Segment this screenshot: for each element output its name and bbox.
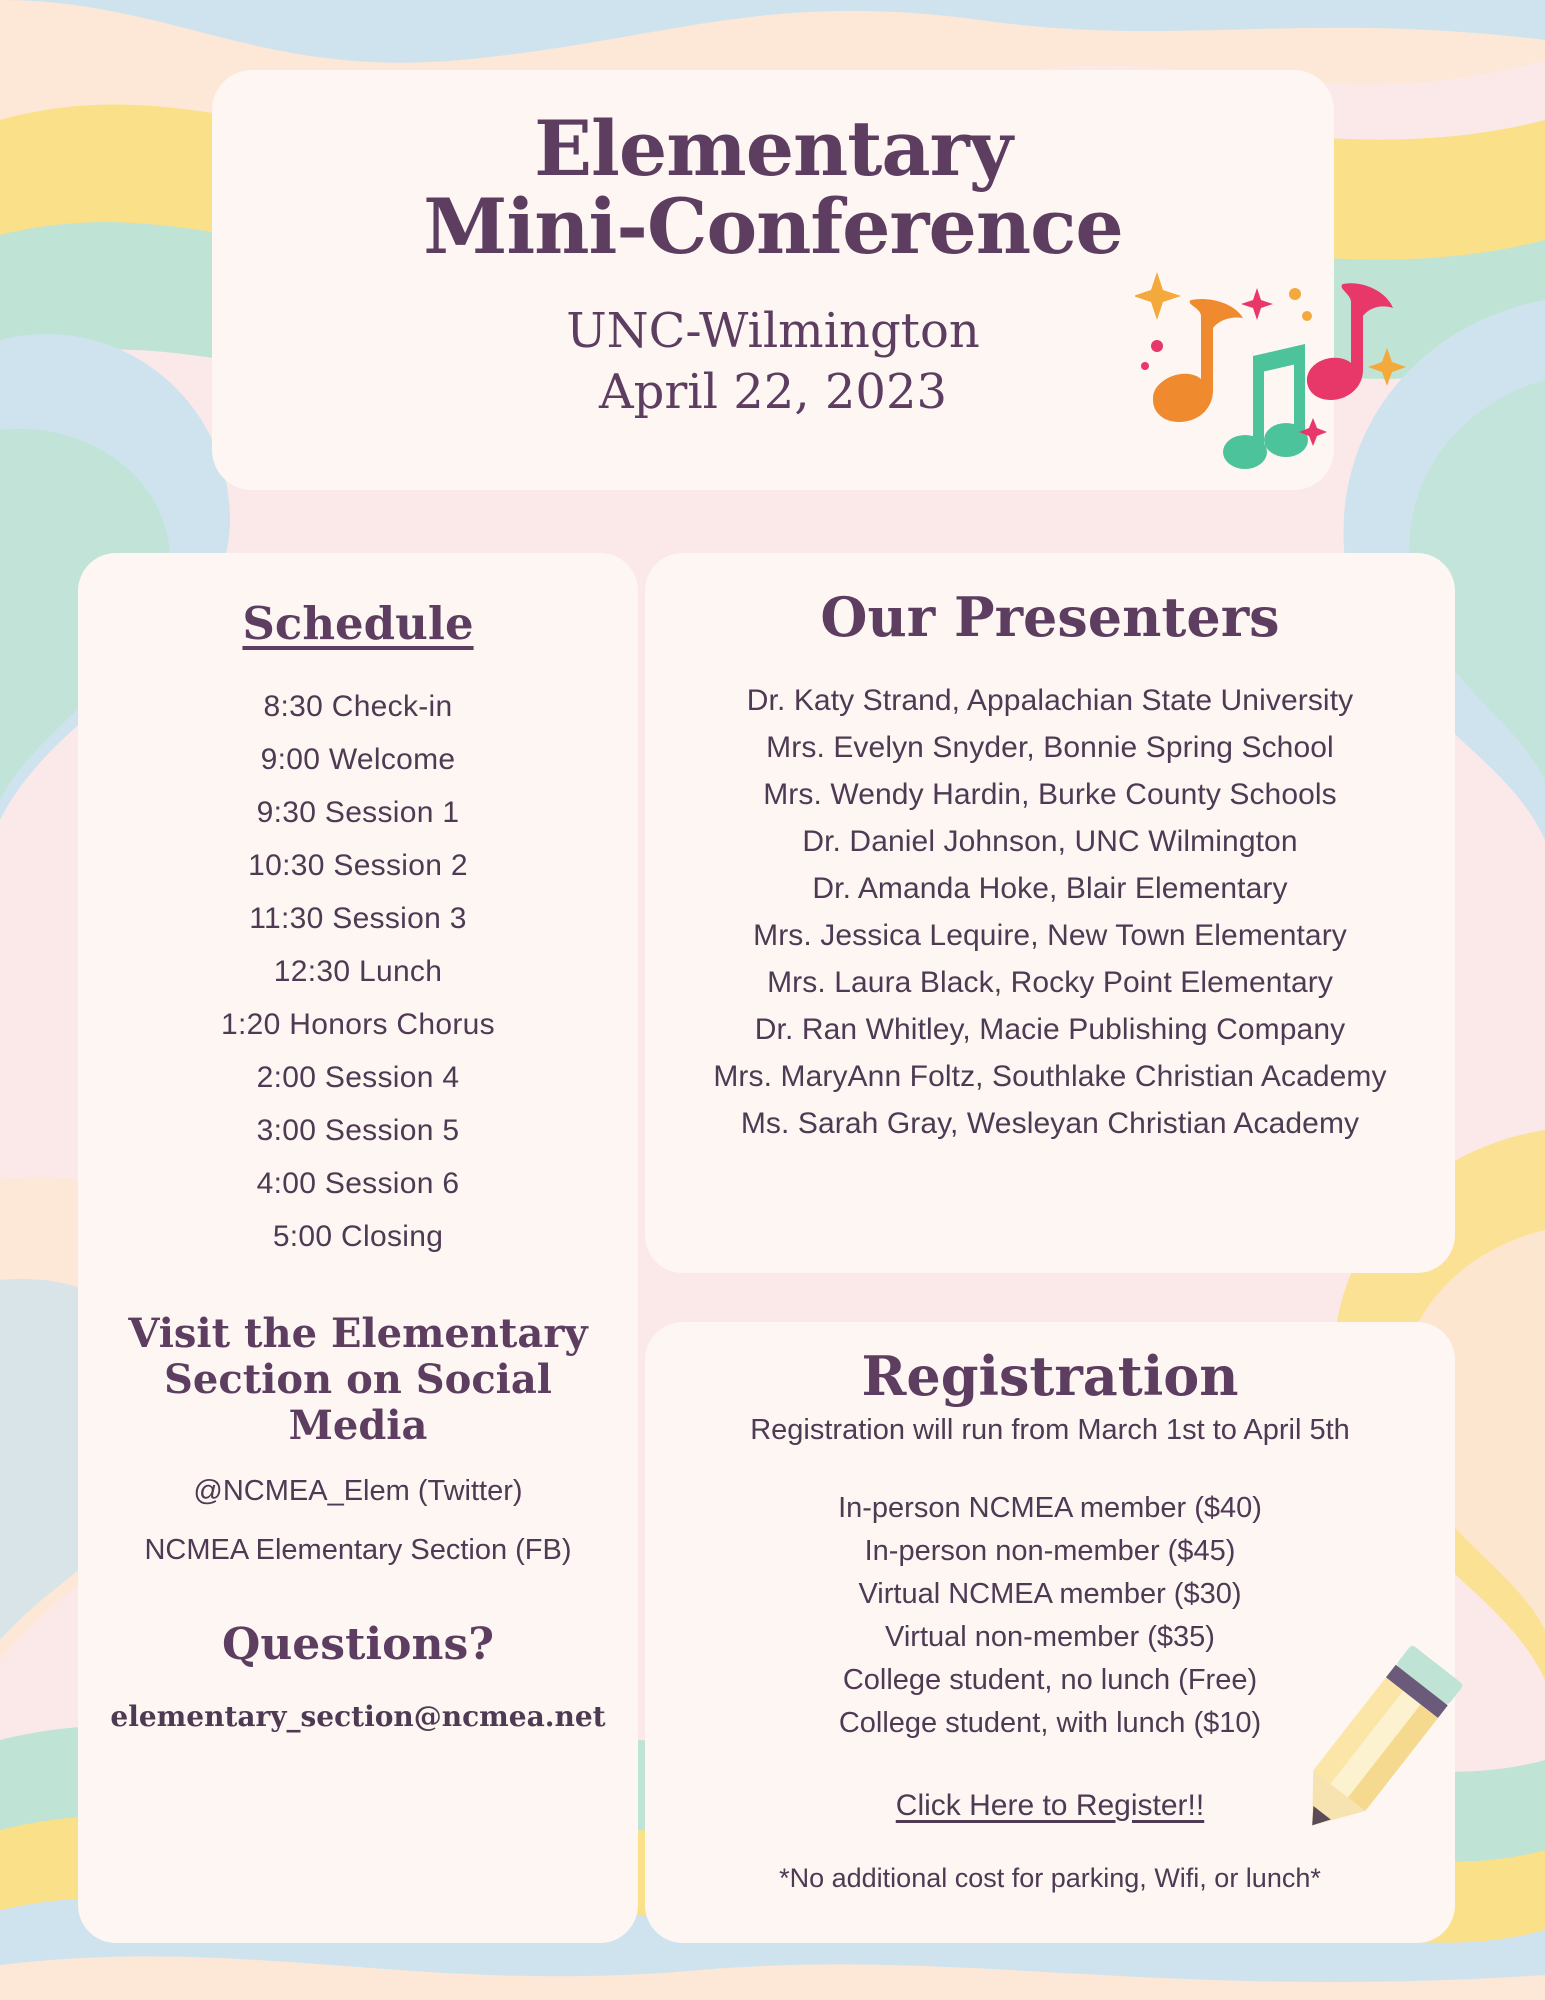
event-date: April 22, 2023 — [598, 364, 948, 421]
pencil-svg — [1280, 1635, 1470, 1855]
list-item: 12:30 Lunch — [273, 954, 443, 988]
list-item: Virtual NCMEA member ($30) — [858, 1578, 1242, 1610]
page-title-line1: Elementary — [534, 104, 1012, 193]
questions-heading: Questions? — [221, 1619, 494, 1670]
schedule-list — [78, 680, 638, 1263]
music-notes-svg — [1135, 270, 1415, 520]
list-item: Dr. Daniel Johnson, UNC Wilmington — [802, 824, 1298, 858]
list-item: 11:30 Session 3 — [249, 901, 467, 935]
dot-decor — [1141, 362, 1149, 370]
list-item: Mrs. MaryAnn Foltz, Southlake Christian Academy — [713, 1059, 1387, 1093]
event-location: UNC-Wilmington — [566, 303, 980, 360]
registration-note: *No additional cost for parking, Wifi, or lunch* — [779, 1863, 1321, 1893]
list-item: Dr. Amanda Hoke, Blair Elementary — [812, 871, 1288, 905]
registration-heading: Registration — [861, 1344, 1239, 1408]
list-item: In-person non-member ($45) — [864, 1535, 1236, 1567]
pencil-icon — [1280, 1635, 1470, 1855]
dot-decor — [1302, 311, 1312, 321]
social-twitter-handle: @NCMEA_Elem (Twitter) — [193, 1475, 523, 1507]
list-item: College student, no lunch (Free) — [842, 1664, 1258, 1696]
dot-decor — [1151, 340, 1163, 352]
list-item: 1:20 Honors Chorus — [221, 1007, 495, 1041]
presenters-list — [645, 677, 1455, 1147]
list-item: Mrs. Evelyn Snyder, Bonnie Spring School — [766, 730, 1334, 764]
list-item: Dr. Ran Whitley, Macie Publishing Company — [754, 1012, 1346, 1046]
list-item: 4:00 Session 6 — [256, 1166, 460, 1200]
contact-email[interactable]: elementary_section@ncmea.net — [110, 1700, 606, 1733]
list-item: Mrs. Laura Black, Rocky Point Elementary — [767, 965, 1333, 999]
list-item: In-person NCMEA member ($40) — [838, 1492, 1262, 1524]
page-title-line2: Mini-Conference — [423, 181, 1123, 271]
pink-eighth-note — [1307, 283, 1393, 400]
social-facebook-page: NCMEA Elementary Section (FB) — [144, 1534, 572, 1566]
dot-decor — [1289, 288, 1301, 300]
list-item: Mrs. Jessica Lequire, New Town Elementary — [753, 918, 1347, 952]
music-notes-icon — [1135, 270, 1415, 520]
schedule-heading: Schedule — [242, 597, 474, 650]
list-item: College student, with lunch ($10) — [838, 1707, 1262, 1739]
presenters-heading: Our Presenters — [820, 585, 1280, 649]
list-item: 9:30 Session 1 — [256, 795, 460, 829]
schedule-card — [78, 553, 638, 1943]
list-item: 2:00 Session 4 — [256, 1060, 460, 1094]
list-item: 3:00 Session 5 — [256, 1113, 460, 1147]
social-media-heading: Visit the Elementary Section on Social Media — [128, 1310, 588, 1449]
list-item: 8:30 Check-in — [263, 689, 453, 723]
list-item: 10:30 Session 2 — [248, 848, 468, 882]
page-title — [212, 70, 1334, 271]
registration-dates: Registration will run from March 1st to April 5th — [750, 1414, 1350, 1446]
green-beamed-note — [1223, 344, 1308, 469]
list-item: Mrs. Wendy Hardin, Burke County Schools — [763, 777, 1337, 811]
list-item: Ms. Sarah Gray, Wesleyan Christian Academy — [740, 1106, 1360, 1140]
list-item: Virtual non-member ($35) — [885, 1621, 1215, 1653]
list-item: 5:00 Closing — [272, 1219, 444, 1253]
list-item: Dr. Katy Strand, Appalachian State University — [746, 683, 1354, 717]
list-item: 9:00 Welcome — [260, 742, 456, 776]
presenters-card — [645, 553, 1455, 1273]
orange-eighth-note — [1153, 299, 1243, 422]
register-link[interactable]: Click Here to Register!! — [895, 1789, 1205, 1822]
